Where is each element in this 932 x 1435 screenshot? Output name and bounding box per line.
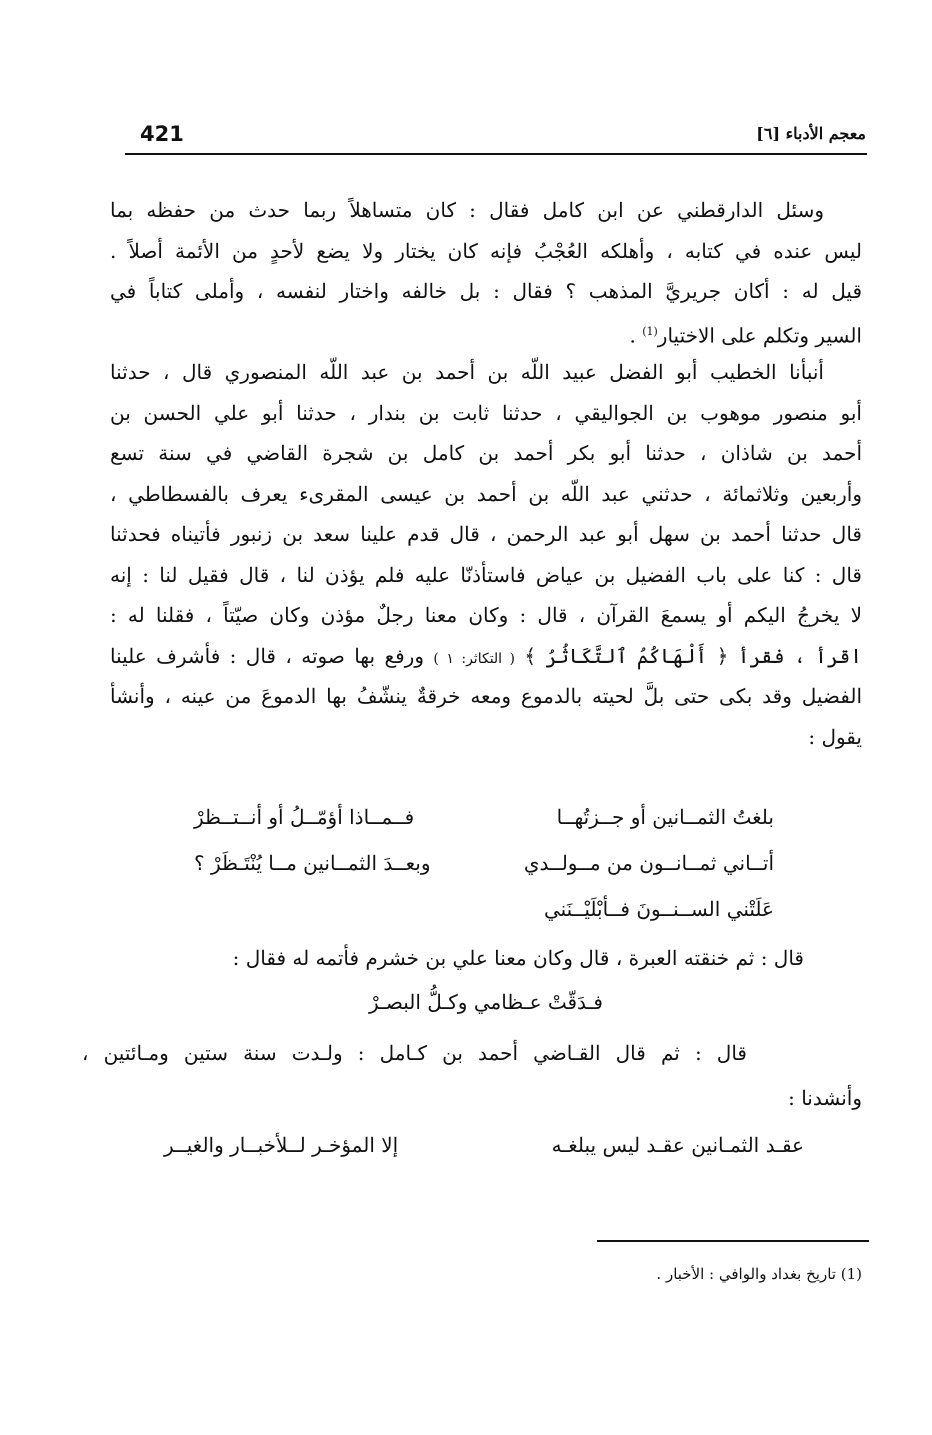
text-line: أحمد بن شاذان ، حدثنا أبو بكر أحمد بن كامل بن شجرة القاضي في سنة تسع <box>110 441 862 465</box>
verse-second-hemistich: إلا المؤخـر لــلأخبــار والغيــر <box>164 1133 399 1157</box>
footnote-rule <box>597 1240 869 1242</box>
verse-second-hemistich: فــمــاذا أؤمّــلُ أو أنــتــظرْ <box>194 805 415 829</box>
verse-first-hemistich: بلغتُ الثمــانين أو جــزتُهــا <box>556 805 774 829</box>
narration-line <box>67 1033 747 1073</box>
footnote-ref: (1) <box>642 324 658 338</box>
poem-verse <box>194 889 774 929</box>
text-line: قال : كنا على باب الفضيل بن عياض فاستأذنّا عليه فلم يؤذن لنا ، قال فقيل لنا : إنه <box>110 562 862 587</box>
text-span: قال : ثم قال القـاضي أحمد بن كـامل : ولـدت سنة ستين ومـائتين ، <box>82 1041 747 1065</box>
verse-first-hemistich: أتــاني ثمــانــون من مــولــدي <box>523 851 774 875</box>
footnote: (1) تاريخ بغداد والوافي : الأخبار . <box>656 1265 862 1283</box>
text-span: . <box>629 323 643 348</box>
text-line: وسئل الدارقطني عن ابن كامل فقال : كان متساهلاً ربما حدث من حفظه بما <box>110 198 824 222</box>
verse-first-hemistich: عَلَتْني الســنــونَ فــأبْلَيْــنَني <box>543 897 774 921</box>
text-line: الفضيل وقد بكى حتى بلَّ لحيته بالدموع ومعه خرقةٌ ينشّفُ بها الدموعَ من عينه ، وأنشأ <box>110 684 862 708</box>
poem-verse <box>194 982 774 1022</box>
verse-first-hemistich: عقـد الثمـانين عقـد ليس يبلغـه <box>551 1133 804 1157</box>
text-span: قال : ثم خنقته العبرة ، قال وكان معنا علي بن خشرم فأتمه له فقال : <box>232 946 804 970</box>
text-line: لا يخرجُ اليكم أو يسمعَ القرآن ، قال : وكان معنا رجلٌ مؤذن وكان صيّتاً ، فقلنا له : <box>110 603 862 627</box>
running-title: معجم الأدباء [٦] <box>756 124 866 143</box>
quran-reference: ( التكاثر: ١ ) <box>433 650 516 667</box>
verse-second-hemistich: وبعــدَ الثمــانين مــا يُنْتَـظَرْ ؟ <box>194 851 431 875</box>
narration-line <box>162 1078 862 1118</box>
text-line: قيل له : أكان جريريَّ المذهب ؟ فقال : بل خالفه واختار لنفسه ، وأملى كتاباً في <box>110 279 862 303</box>
text-span: ورفع بها صوته ، قال : فأشرف علينا <box>110 643 434 668</box>
text-span: وأنشدنا : <box>788 1086 862 1110</box>
text-line: ليس عنده في كتابه ، وأهلكه العُجْبُ فإنه كان يختار ولا يضع لأحدٍ من الأئمة أصلاً . <box>110 238 862 263</box>
text-line: يقول : <box>808 724 862 749</box>
page-number: 421 <box>140 122 184 146</box>
text-line: أنبأنا الخطيب أبو الفضل عبيد اللّه بن أحمد بن عبد اللّه المنصوري قال ، حدثنا <box>110 360 824 384</box>
poem-verse <box>194 797 774 837</box>
verse-second-hemistich: فـدَقّتْ عـظامي وكـلُّ البصـرْ <box>369 990 603 1014</box>
text-line: وأربعين وثلاثمائة ، حدثني عبد اللّه بن أحمد بن عيسى المقرىء يعرف بالفسطاطي ، <box>110 481 862 506</box>
text-line <box>110 312 862 353</box>
poem-verse <box>164 1125 804 1165</box>
text-line: أبو منصور موهوب بن الجواليقي ، حدثنا ثابت بن بندار ، حدثنا أبو علي الحسن بن <box>110 400 862 425</box>
poem-verse <box>194 843 774 883</box>
text-line: قال حدثنا أحمد بن سهل أبو عبد الرحمن ، قال قدم علينا سعد بن زنبور فأتيناه فحدثنا <box>110 522 862 546</box>
text-span: السير وتكلم على الاختيار <box>657 323 862 348</box>
text-span: اقرأ ، فقرأ ﴿ أَلْهَاكُمُ ٱلتَّكَاثُرُ ﴾ <box>515 643 862 668</box>
narration-line <box>194 938 804 978</box>
header-rule <box>125 153 867 155</box>
main-text <box>110 190 862 757</box>
text-line <box>110 636 862 677</box>
